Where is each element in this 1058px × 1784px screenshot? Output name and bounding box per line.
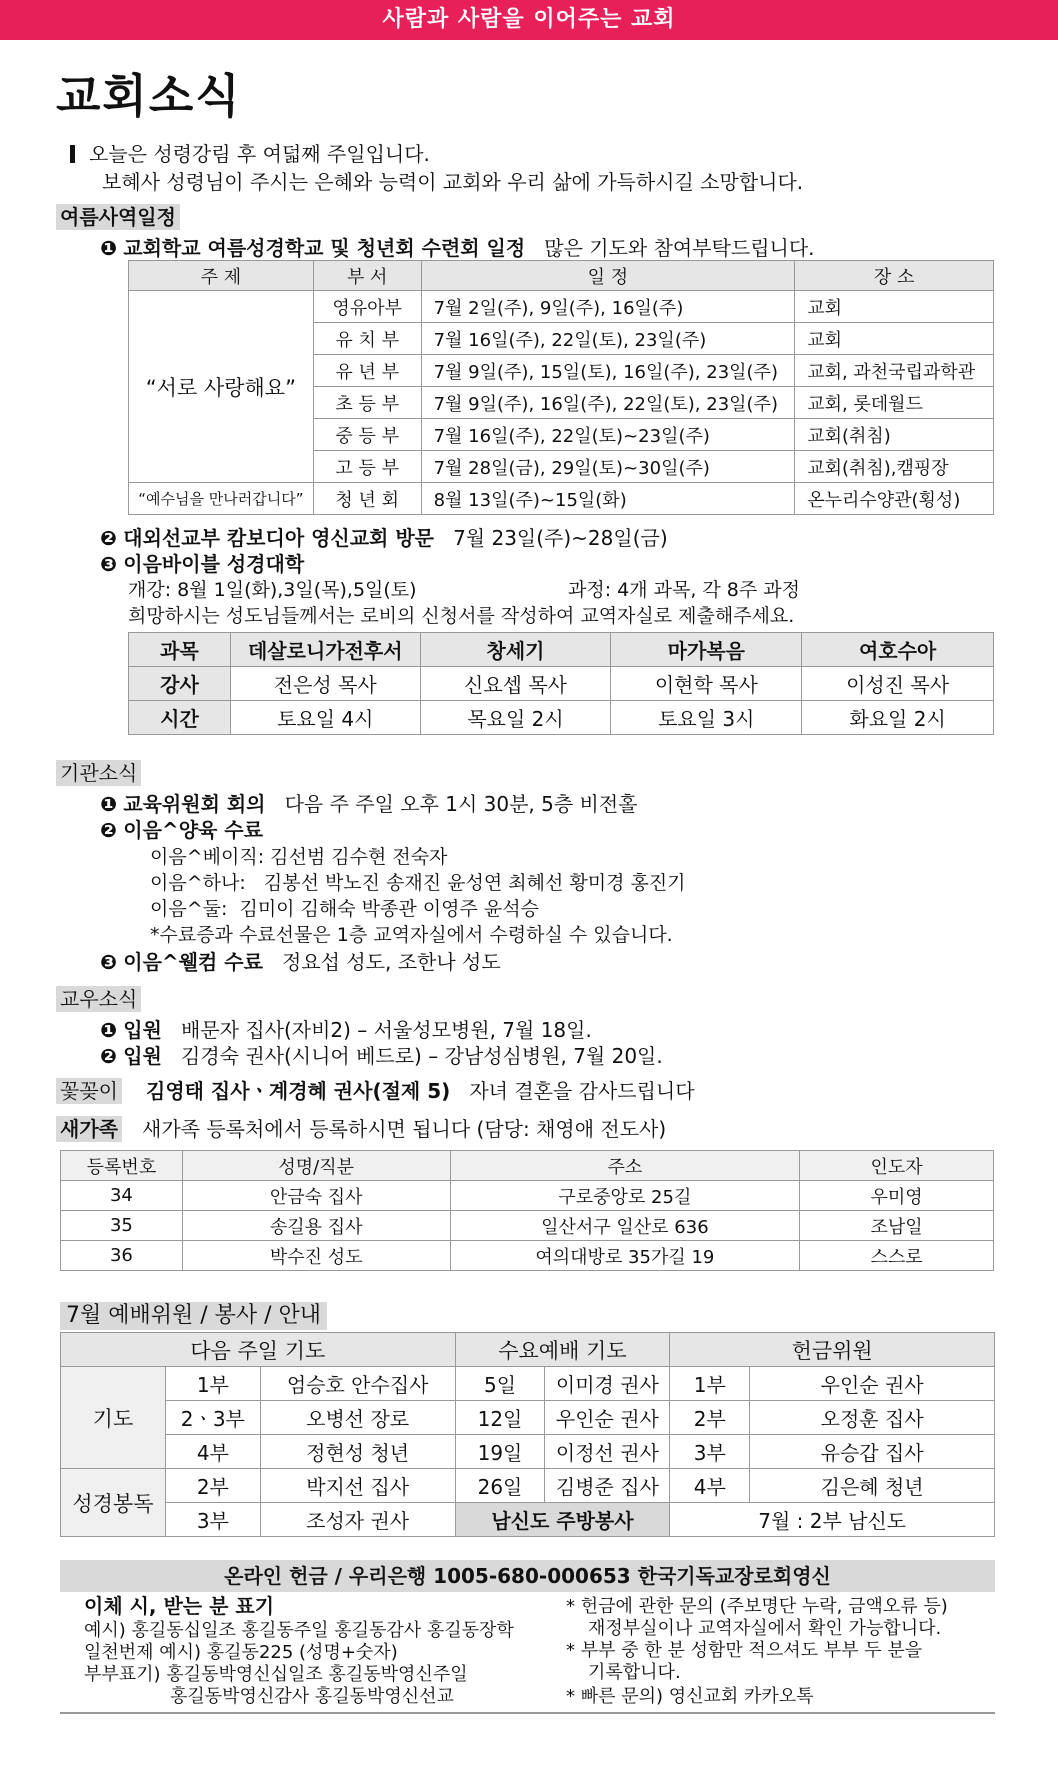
dept-cell: 고 등 부 — [313, 451, 421, 483]
subject-cell: 마가복음 — [611, 633, 802, 667]
offering-service: 1부 — [670, 1367, 750, 1401]
place-cell: 교회(취침),캠핑장 — [795, 451, 994, 483]
time-cell: 화요일 2시 — [802, 701, 994, 735]
col-header: 주소 — [450, 1151, 800, 1181]
transfer-title: 이체 시, 받는 분 표기 — [84, 1594, 275, 1618]
theme-cell: “서로 사랑해요” — [129, 291, 314, 483]
col-header: 수요예배 기도 — [455, 1333, 670, 1367]
place-cell: 교회, 과천국립과학관 — [795, 355, 994, 387]
newfamily-table — [60, 1150, 994, 1271]
inquiry-line-5: * 빠른 문의) 영신교회 카카오톡 — [566, 1686, 814, 1707]
subject-cell: 데살로니가전후서 — [230, 633, 420, 667]
reg-number: 34 — [61, 1181, 183, 1211]
org-line-dul: 이음^둘: 김미이 김해숙 박종관 이영주 윤석승 — [150, 898, 539, 920]
wed-date: 12일 — [455, 1401, 545, 1435]
wed-person: 이미경 권사 — [545, 1367, 670, 1401]
wed-person: 이정선 권사 — [545, 1435, 670, 1469]
wed-person: 김병준 집사 — [545, 1469, 670, 1503]
org-item-1 — [100, 788, 638, 817]
offering-service: 2부 — [670, 1401, 750, 1435]
teacher-cell: 이성진 목사 — [802, 667, 994, 701]
col-header: 등록번호 — [61, 1151, 183, 1181]
section-heading-duty: 7월 예배위원 / 봉사 / 안내 — [60, 1302, 327, 1330]
section-heading-org: 기관소식 — [56, 760, 141, 786]
college-apply-note: 희망하시는 성도님들께서는 로비의 신청서를 작성하여 교역자실로 제출해주세요. — [128, 605, 795, 627]
wed-person: 우인순 권사 — [545, 1401, 670, 1435]
summer-item-1 — [100, 232, 815, 261]
dept-cell: 유 치 부 — [313, 323, 421, 355]
section-heading-members: 교우소식 — [56, 986, 141, 1012]
person-cell: 박지선 집사 — [260, 1469, 455, 1503]
person-cell: 정현성 청년 — [260, 1435, 455, 1469]
flowers-line — [146, 1078, 695, 1104]
member-address: 일산서구 일산로 636 — [450, 1211, 800, 1241]
num-3: ❸ — [100, 950, 117, 974]
time-cell: 토요일 3시 — [611, 701, 802, 735]
service-cell: 2부 — [165, 1469, 260, 1503]
org-line-hana: 이음^하나: 김봉선 박노진 송재진 윤성연 최혜선 황미경 홍진기 — [150, 872, 686, 894]
table-row — [61, 1211, 994, 1241]
member-guide: 조남일 — [800, 1211, 994, 1241]
offering-service: 4부 — [670, 1469, 750, 1503]
teacher-cell: 전은성 목사 — [230, 667, 420, 701]
teacher-cell: 이현학 목사 — [611, 667, 802, 701]
service-cell: 2ㆍ3부 — [165, 1401, 260, 1435]
date-cell: 7월 16일(주), 22일(토), 23일(주) — [421, 323, 795, 355]
offering-person: 오정훈 집사 — [750, 1401, 995, 1435]
member-name: 송길용 집사 — [182, 1211, 450, 1241]
col-header: 장 소 — [795, 261, 994, 291]
date-cell: 7월 2일(주), 9일(주), 16일(주) — [421, 291, 795, 323]
dept-cell: 중 등 부 — [313, 419, 421, 451]
reg-number: 35 — [61, 1211, 183, 1241]
intro-line-1 — [70, 138, 430, 167]
col-header: 일 정 — [421, 261, 795, 291]
top-banner: 사람과 사람을 이어주는 교회 — [0, 0, 1058, 40]
dept-cell: 영유아부 — [313, 291, 421, 323]
member-guide: 우미영 — [800, 1181, 994, 1211]
num-1: ❶ — [100, 792, 117, 816]
col-header: 인도자 — [800, 1151, 994, 1181]
reg-number: 36 — [61, 1241, 183, 1271]
row-head: 강사 — [129, 667, 231, 701]
col-header: 헌금위원 — [670, 1333, 995, 1367]
intro-line-2: 보혜사 성령님이 주시는 은혜와 능력이 교회와 우리 삶에 가득하시길 소망합니다. — [102, 170, 804, 194]
member-name: 박수진 성도 — [182, 1241, 450, 1271]
inquiry-line-3: * 부부 중 한 분 성함만 적으셔도 부부 두 분을 — [566, 1640, 923, 1661]
org-item-3-note: 정요섭 성도, 조한나 성도 — [282, 950, 501, 974]
col-header: 성명/직분 — [182, 1151, 450, 1181]
bottom-divider — [60, 1712, 995, 1714]
theme-youth-cell: “예수님을 만나러갑니다” — [129, 483, 314, 515]
num-2: ❷ — [100, 1044, 117, 1068]
member-name: 안금숙 집사 — [182, 1181, 450, 1211]
newfamily-note: 새가족 등록처에서 등록하시면 됩니다 (담당: 채영애 전도사) — [142, 1117, 667, 1141]
members-item-1 — [100, 1014, 592, 1043]
summer-item-1-note: 많은 기도와 참여부탁드립니다. — [544, 236, 815, 260]
group-bible-reading: 성경봉독 — [61, 1469, 166, 1537]
kitchen-service-note: 7월 : 2부 남신도 — [670, 1503, 995, 1537]
members-item-1-note: 배문자 집사(자비2) – 서울성모병원, 7월 18일. — [181, 1018, 592, 1042]
kitchen-service-label: 남신도 주방봉사 — [455, 1503, 670, 1537]
flowers-note: 자녀 결혼을 감사드립니다 — [469, 1079, 695, 1103]
place-cell: 교회(취침) — [795, 419, 994, 451]
person-cell: 엄승호 안수집사 — [260, 1367, 455, 1401]
inquiry-line-1: * 헌금에 관한 문의 (주보명단 누락, 금액오류 등) — [566, 1596, 948, 1617]
row-head: 과목 — [129, 633, 231, 667]
college-open-dates: 개강: 8월 1일(화),3일(목),5일(토) — [128, 579, 417, 601]
dept-cell: 청 년 회 — [313, 483, 421, 515]
inquiry-line-4: 기록합니다. — [588, 1662, 681, 1683]
org-item-3-title: 이음^웰컴 수료 — [123, 950, 263, 974]
section-heading-flowers: 꽃꽂이 — [56, 1078, 122, 1104]
member-address: 구로중앙로 25길 — [450, 1181, 800, 1211]
place-cell: 교회 — [795, 323, 994, 355]
table-row — [61, 1181, 994, 1211]
offering-service: 3부 — [670, 1435, 750, 1469]
college-course-info: 과정: 4개 과목, 각 8주 과정 — [568, 579, 801, 601]
summer-item-2-note: 7월 23일(주)~28일(금) — [453, 526, 668, 550]
offering-person: 우인순 권사 — [750, 1367, 995, 1401]
col-header: 부 서 — [313, 261, 421, 291]
date-cell: 7월 16일(주), 22일(토)~23일(주) — [421, 419, 795, 451]
place-cell: 온누리수양관(횡성) — [795, 483, 994, 515]
flowers-names: 김영태 집사ㆍ계경혜 권사(절제 5) — [146, 1079, 451, 1103]
place-cell: 교회 — [795, 291, 994, 323]
offering-person: 김은혜 청년 — [750, 1469, 995, 1503]
duty-table — [60, 1332, 995, 1537]
section-heading-newfamily: 새가족 — [56, 1116, 122, 1142]
num-3: ❸ — [100, 552, 117, 576]
subject-cell: 창세기 — [420, 633, 611, 667]
members-item-2-note: 김경숙 권사(시니어 베드로) – 강남성심병원, 7월 20일. — [181, 1044, 663, 1068]
members-item-2-title: 입원 — [123, 1044, 162, 1068]
date-cell: 8월 13일(주)~15일(화) — [421, 483, 795, 515]
transfer-line-1: 예시) 홍길동십일조 홍길동주일 홍길동감사 홍길동장학 — [84, 1620, 514, 1641]
summer-schedule-table — [128, 260, 994, 515]
col-header: 다음 주일 기도 — [61, 1333, 456, 1367]
subject-cell: 여호수아 — [802, 633, 994, 667]
person-cell: 오병선 장로 — [260, 1401, 455, 1435]
date-cell: 7월 9일(주), 16일(주), 22일(토), 23일(주) — [421, 387, 795, 419]
org-item-1-note: 다음 주 주일 오후 1시 30분, 5층 비전홀 — [284, 792, 638, 816]
members-item-1-title: 입원 — [123, 1018, 162, 1042]
place-cell: 교회, 롯데월드 — [795, 387, 994, 419]
members-item-2 — [100, 1040, 663, 1069]
date-cell: 7월 28일(금), 29일(토)~30일(주) — [421, 451, 795, 483]
org-item-2 — [100, 814, 263, 843]
online-offering-bar: 온라인 헌금 / 우리은행 1005-680-000653 한국기독교장로회영신 — [60, 1560, 995, 1592]
num-2: ❷ — [100, 526, 117, 550]
group-prayer: 기도 — [61, 1367, 166, 1469]
dept-cell: 유 년 부 — [313, 355, 421, 387]
date-cell: 7월 9일(주), 15일(토), 16일(주), 23일(주) — [421, 355, 795, 387]
wed-date: 19일 — [455, 1435, 545, 1469]
summer-item-2 — [100, 522, 668, 551]
summer-item-3 — [100, 548, 304, 577]
org-item-1-title: 교육위원회 회의 — [123, 792, 266, 816]
service-cell: 1부 — [165, 1367, 260, 1401]
member-address: 여의대방로 35가길 19 — [450, 1241, 800, 1271]
intro-text-1: 오늘은 성령강림 후 여덟째 주일입니다. — [89, 142, 430, 166]
transfer-line-3: 부부표기) 홍길동박영신십일조 홍길동박영신주일 — [84, 1664, 468, 1685]
wed-date: 26일 — [455, 1469, 545, 1503]
summer-item-3-title: 이음바이블 성경대학 — [123, 552, 305, 576]
bullet-bar — [70, 145, 75, 163]
num-1: ❶ — [100, 1018, 117, 1042]
summer-item-1-title: 교회학교 여름성경학교 및 청년회 수련회 일정 — [123, 236, 526, 260]
wed-date: 5일 — [455, 1367, 545, 1401]
section-heading-summer: 여름사역일정 — [56, 204, 180, 230]
person-cell: 조성자 권사 — [260, 1503, 455, 1537]
summer-item-2-title: 대외선교부 캄보디아 영신교회 방문 — [123, 526, 434, 550]
course-table — [128, 632, 994, 735]
transfer-line-4: 홍길동박영신감사 홍길동박영신선교 — [170, 1686, 454, 1707]
row-head: 시간 — [129, 701, 231, 735]
dept-cell: 초 등 부 — [313, 387, 421, 419]
org-item-2-title: 이음^양육 수료 — [123, 818, 263, 842]
time-cell: 목요일 2시 — [420, 701, 611, 735]
num-2: ❷ — [100, 818, 117, 842]
transfer-line-2: 일천번제 예시) 홍길동225 (성명+숫자) — [84, 1642, 398, 1663]
table-row — [61, 1241, 994, 1271]
org-line-basic: 이음^베이직: 김선범 김수현 전숙자 — [150, 846, 448, 868]
time-cell: 토요일 4시 — [230, 701, 420, 735]
org-item-3 — [100, 946, 501, 975]
offering-person: 유승갑 집사 — [750, 1435, 995, 1469]
service-cell: 3부 — [165, 1503, 260, 1537]
service-cell: 4부 — [165, 1435, 260, 1469]
teacher-cell: 신요셉 목사 — [420, 667, 611, 701]
org-line-note: *수료증과 수료선물은 1층 교역자실에서 수령하실 수 있습니다. — [150, 924, 673, 946]
inquiry-line-2: 재정부실이나 교역자실에서 확인 가능합니다. — [588, 1618, 942, 1639]
num-1: ❶ — [100, 236, 117, 260]
col-header: 주 제 — [129, 261, 314, 291]
member-guide: 스스로 — [800, 1241, 994, 1271]
page-title: 교회소식 — [56, 69, 242, 123]
